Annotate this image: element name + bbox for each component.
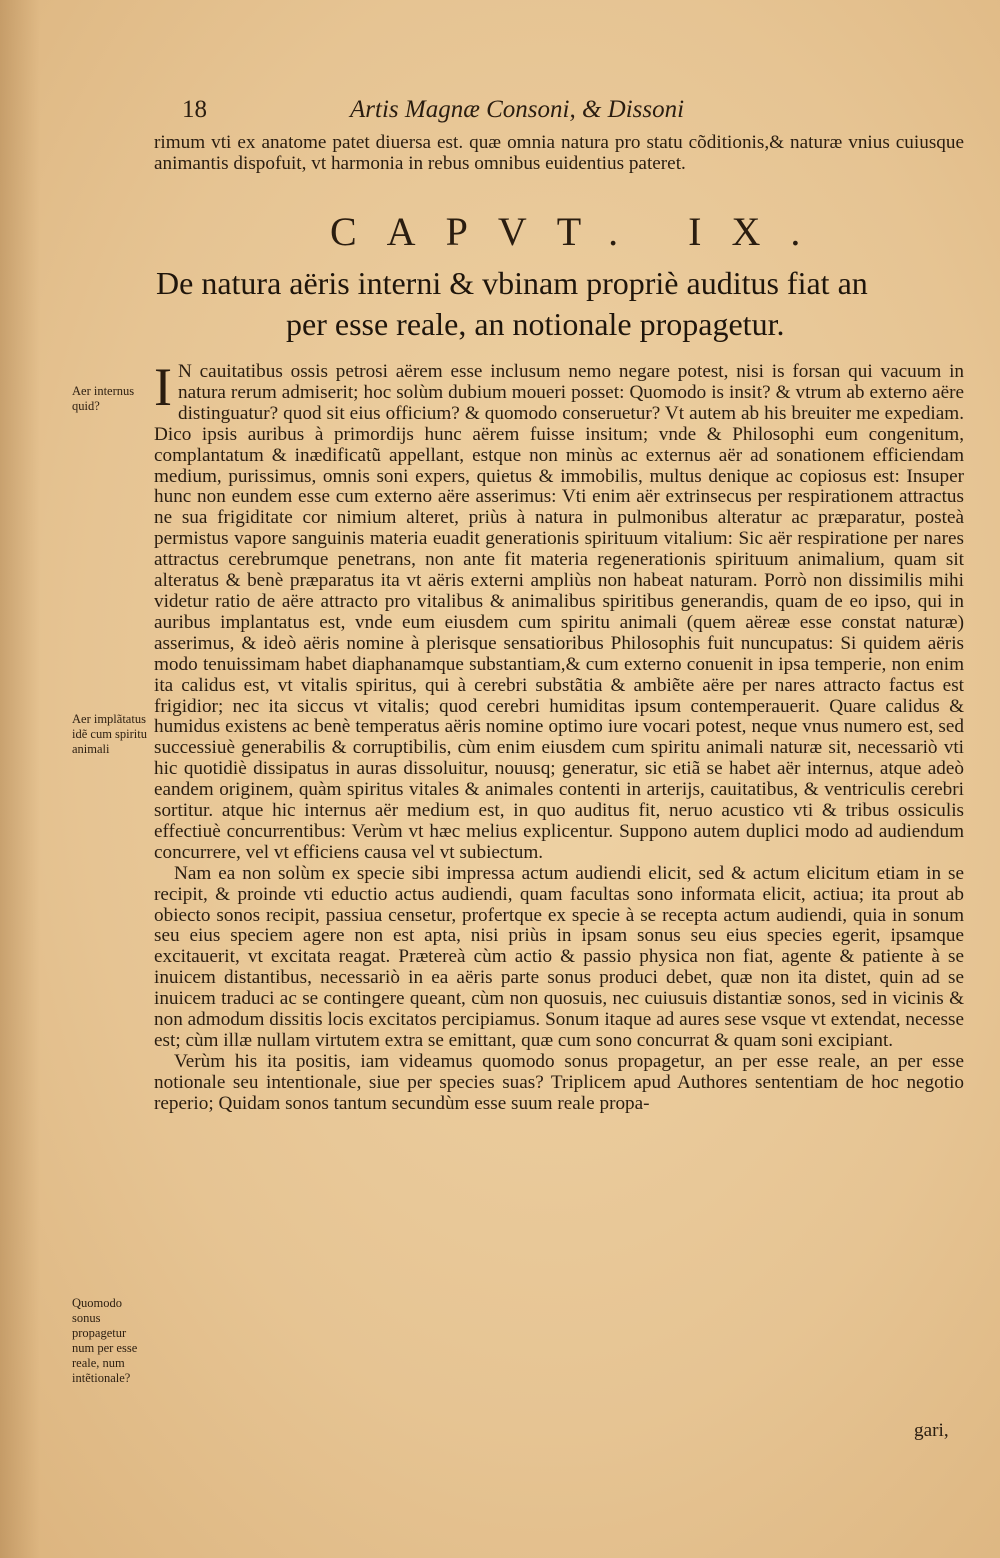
paragraph	[154, 357, 964, 864]
running-head	[182, 96, 782, 130]
chapter-body	[154, 357, 964, 1115]
chapter-title-line-2: per esse reale, an notionale propagetur.	[286, 306, 785, 342]
chapter-title-line-1: De natura aëris interni & vbinam propriè auditus fiat an	[156, 265, 868, 301]
paragraph-text: N cauitatibus ossis petrosi aërem esse inclusum nemo negare potest, nisi is forsan qui vacuum in natura rerum admiserit; hoc solùm dubium moueri posset: Quomodo is insit? & vtrum ab externo aëre distinguatur? quod sit eius officium? & quomodo conseruetur? Vt autem ab his breuiter me expediam. Dico ipsis auribus à primordijs hunc aërem fuisse insitum; vnde & Philosophi eum congenitum, complantatum & inædificatũ appellant, estque non minùs ac externus aër ad sonationem efficiendam medium, purissimus, omnis soni expers, quietus & immobilis, multus denique ac copiosus est: Insuper hunc non eundem esse cum externo aëre asserimus: Vti enim aër extrinsecus per respirationem attractus ne sua frigiditate cor nimium alteret, priùs à natura in pulmonibus alteratur ac præparatur, posteà permistus vapore sanguinis materia euadit generationis spirituum vitalium: Sic aër respiratione per nares attractus cerebrumque penetrans, non ante fit materia regenerationis spirituum animalium, quam sit alteratus & benè præparatus ita vt aëris externi ampliùs non habeat naturam. Porrò non dissimilis mihi videtur ratio de aëre attracto pro vitalibus & animalibus spiritibus generandis, quam de eo ipso, qui in auribus implantatus est, vnde eum eiusdem cum spiritu animali (quem aëreæ esse constat naturæ) asserimus, & ideò aëris nomine à plerisque sensatioribus Philosophis fuit nuncupatus: Si quidem aëris modo tenuissimam habet diaphanamque substantiam,& cum externo conuenit in ipsa temperie, non enim ita calidus est, vt vitalis spiritus, qui à cerebri substãtia & ambiẽte aëre per nares attracto factus est frigidior; nec ita siccus vt vitalis; quod cerebri humiditas ipsum contemperauerit. Quare calidus & humidus existens ac benè temperatus aëris nomine optimo iure vocari potest, neque vnus numero est, sed successiuè generabilis & corruptibilis, cùm enim eiusdem cum spiritu animali naturæ sit, necessariò vti hic quotidiè dissipatus in auras dissoluitur, nouusq; generatur, sic etiã se habet aër internus, atque adeò eandem originem, quàm spiritus vitales & animales contenti in arterijs, cauitatibus, & ventriculis cerebri sortitur. atque hic internus aër medium est, in quo auditus fit, neruo acustico vti & tribus ossiculis effectiuè concurrentibus: Verùm vt hæc melius explicentur. Suppono autem duplici modo ad audiendum concurrere, vel vt efficiens causa vel vt subiectum.	[154, 361, 964, 863]
body-text	[154, 133, 964, 175]
page-number: 18	[182, 96, 207, 123]
binding-shadow	[0, 0, 40, 1558]
marginal-note: Quomodo sonus propagetur num per esse reale, num intẽtionale?	[72, 1296, 138, 1385]
running-head-title: Artis Magnæ Consoni, & Dissoni	[350, 96, 685, 123]
marginal-note: Aer implãtatus idẽ cum spiritu animali	[72, 712, 147, 756]
chapter-heading: CAPVT. IX.	[330, 209, 831, 254]
opening-lines: rimum vti ex anatome patet diuersa est. quæ omnia natura pro statu cõditionis,& naturæ vnius cuiusque animantis dispofuit, vt harmonia in rebus omnibus euidentius pateret.	[154, 132, 964, 174]
catchword: gari,	[914, 1420, 949, 1441]
paragraph: Nam ea non solùm ex specie sibi impressa actum audiendi elicit, sed & actum elicitum etiam in se recipit, & proinde vti eductio actus audiendi, quam facultas sono informata elicit, actiua; ita prout ab obiecto sonos recipit, passiua censetur, profertque ex specie à se recepta actum audiendi, quia in sonum seu eius speciem agere non est apta, nisi priùs in ipsam sonus seu eius species egerit, ipsamque excitauerit, vt excitata reagat. Prætereà cùm actio & passio physica non fiat, agente & patiente à se inuicem distantibus, necessariò in ea aëris parte sonus produci debet, quæ non ita distet, quin ad se inuicem traduci ac se contingere queant, cùm non quosuis, nec cuiusuis distantiæ sonos, sed in vicinis & non admodum dissitis locis excitatos percipiamus. Sonum itaque ad aures sese vsque vt extendat, necesse est; cùm illæ nullam virtutem extra se emittant, quæ cum sono concurrat & quam soni excipiant.	[154, 862, 964, 1051]
drop-cap: I	[154, 357, 172, 417]
paragraph: Verùm his ita positis, iam videamus quomodo sonus propagetur, an per esse reale, an per esse notionale seu intentionale, siue per species suas? Triplicem apud Authores sententiam de hoc negotio reperio; Quidam sonos tantum secundùm esse suum reale propa-	[154, 1050, 964, 1114]
marginal-note: Aer internus quid?	[72, 384, 135, 413]
